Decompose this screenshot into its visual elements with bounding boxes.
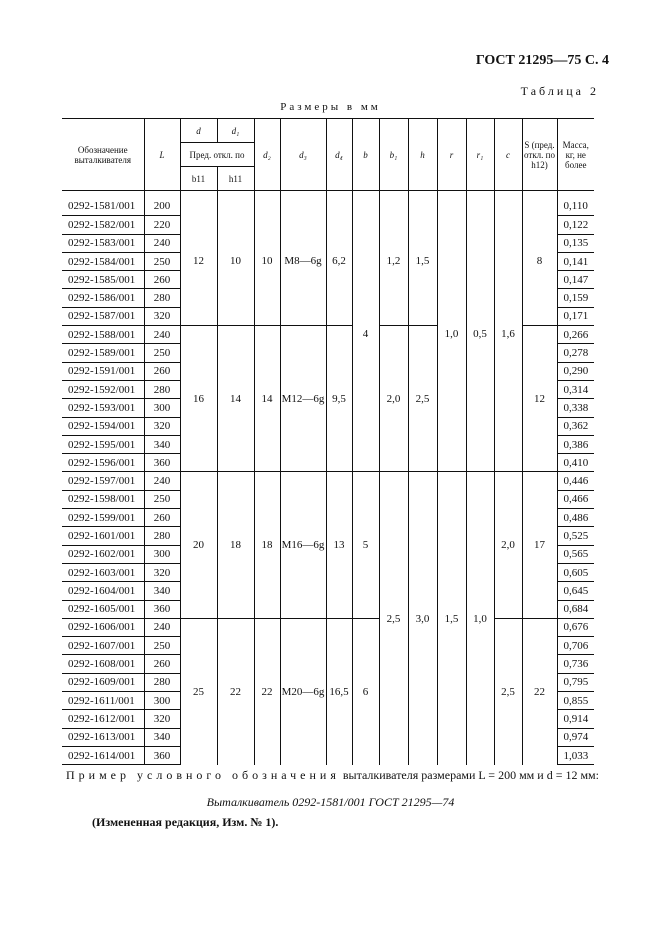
mass-cell: 0,645: [557, 582, 594, 600]
designation-cell: 0292-1611/001: [62, 692, 144, 710]
length-cell: 260: [144, 509, 180, 527]
designation-cell: 0292-1604/001: [62, 582, 144, 600]
merged-h-cell: 1,5: [408, 198, 437, 326]
length-cell: 250: [144, 637, 180, 655]
designation-cell: 0292-1601/001: [62, 527, 144, 545]
table-row: [62, 618, 594, 636]
designation-cell: 0292-1593/001: [62, 399, 144, 417]
mass-cell: 0,706: [557, 637, 594, 655]
mass-cell: 0,338: [557, 399, 594, 417]
col-d3: d₃: [280, 119, 326, 191]
length-cell: 280: [144, 527, 180, 545]
group-d4-cell: 13: [326, 472, 352, 618]
col-d2: d₂: [254, 119, 280, 191]
dimensions-table: [62, 118, 594, 765]
merged-b-cell: 5: [352, 472, 379, 618]
length-cell: 320: [144, 710, 180, 728]
col-tol-d1: h11: [217, 167, 254, 191]
length-cell: 340: [144, 435, 180, 453]
length-cell: 300: [144, 692, 180, 710]
table-row: [62, 198, 594, 216]
length-cell: 260: [144, 271, 180, 289]
group-d3-cell: M12—6g: [280, 326, 326, 472]
merged-c-cell: 1,6: [494, 198, 522, 472]
example-designation: Выталкиватель 0292-1581/001 ГОСТ 21295—74: [206, 795, 455, 809]
mass-cell: 0,446: [557, 472, 594, 490]
mass-cell: 0,386: [557, 435, 594, 453]
length-cell: 260: [144, 655, 180, 673]
designation-cell: 0292-1592/001: [62, 380, 144, 398]
length-cell: 300: [144, 399, 180, 417]
length-cell: 250: [144, 252, 180, 270]
col-r: r: [437, 119, 466, 191]
designation-cell: 0292-1599/001: [62, 509, 144, 527]
merged-b1-cell: 1,2: [379, 198, 408, 326]
length-cell: 340: [144, 728, 180, 746]
designation-cell: 0292-1614/001: [62, 746, 144, 764]
length-cell: 250: [144, 344, 180, 362]
dims-label: Размеры в мм: [280, 101, 381, 113]
mass-cell: 0,795: [557, 673, 594, 691]
merged-b1-cell: 2,0: [379, 326, 408, 472]
col-S: S (пред. откл. по h12): [522, 119, 557, 191]
designation-cell: 0292-1591/001: [62, 362, 144, 380]
col-d: d: [180, 119, 217, 143]
length-cell: 260: [144, 362, 180, 380]
designation-cell: 0292-1603/001: [62, 563, 144, 581]
group-d4-cell: 9,5: [326, 326, 352, 472]
designation-cell: 0292-1587/001: [62, 307, 144, 325]
mass-cell: 0,855: [557, 692, 594, 710]
mass-cell: 0,466: [557, 490, 594, 508]
designation-cell: 0292-1605/001: [62, 600, 144, 618]
designation-cell: 0292-1602/001: [62, 545, 144, 563]
mass-cell: 0,135: [557, 234, 594, 252]
mass-cell: 0,565: [557, 545, 594, 563]
group-d4-cell: 6,2: [326, 198, 352, 326]
group-d3-cell: M20—6g: [280, 618, 326, 764]
mass-cell: 0,147: [557, 271, 594, 289]
example-lead: Пример условного обозначения: [66, 768, 340, 782]
col-b: b: [352, 119, 379, 191]
designation-cell: 0292-1598/001: [62, 490, 144, 508]
merged-r-cell: 1,0: [437, 198, 466, 472]
group-S-cell: 17: [522, 472, 557, 618]
mass-cell: 0,974: [557, 728, 594, 746]
group-d2-cell: 14: [254, 326, 280, 472]
designation-cell: 0292-1586/001: [62, 289, 144, 307]
designation-cell: 0292-1609/001: [62, 673, 144, 691]
mass-cell: 0,122: [557, 216, 594, 234]
length-cell: 240: [144, 472, 180, 490]
designation-cell: 0292-1585/001: [62, 271, 144, 289]
length-cell: 200: [144, 198, 180, 216]
designation-cell: 0292-1608/001: [62, 655, 144, 673]
merged-b-cell: 6: [352, 618, 379, 764]
length-cell: 280: [144, 673, 180, 691]
mass-cell: 0,314: [557, 380, 594, 398]
mass-cell: 0,736: [557, 655, 594, 673]
col-d4: d₄: [326, 119, 352, 191]
length-cell: 340: [144, 582, 180, 600]
merged-h-cell: 3,0: [408, 472, 437, 765]
group-d2-cell: 22: [254, 618, 280, 764]
group-d1-cell: 10: [217, 198, 254, 326]
mass-cell: 0,486: [557, 509, 594, 527]
col-mass: Масса, кг, не более: [557, 119, 594, 191]
example: [66, 768, 606, 783]
mass-cell: 0,525: [557, 527, 594, 545]
designation-cell: 0292-1584/001: [62, 252, 144, 270]
group-S-cell: 22: [522, 618, 557, 764]
length-cell: 220: [144, 216, 180, 234]
merged-h-cell: 2,5: [408, 326, 437, 472]
group-d1-cell: 18: [217, 472, 254, 618]
mass-cell: 0,290: [557, 362, 594, 380]
length-cell: 320: [144, 417, 180, 435]
merged-r-cell: 1,5: [437, 472, 466, 765]
designation-cell: 0292-1583/001: [62, 234, 144, 252]
designation-cell: 0292-1613/001: [62, 728, 144, 746]
col-h: h: [408, 119, 437, 191]
designation-cell: 0292-1595/001: [62, 435, 144, 453]
mass-cell: 0,410: [557, 454, 594, 472]
length-cell: 240: [144, 326, 180, 344]
length-cell: 300: [144, 545, 180, 563]
example-text: выталкивателя размерами L = 200 мм и d = 12 мм:: [342, 768, 599, 782]
designation-cell: 0292-1606/001: [62, 618, 144, 636]
length-cell: 320: [144, 563, 180, 581]
mass-cell: 0,110: [557, 198, 594, 216]
table-label: Таблица 2: [520, 84, 599, 98]
group-d4-cell: 16,5: [326, 618, 352, 764]
mass-cell: 0,278: [557, 344, 594, 362]
group-S-cell: 8: [522, 198, 557, 326]
mass-cell: 0,914: [557, 710, 594, 728]
mass-cell: 0,684: [557, 600, 594, 618]
group-d-cell: 16: [180, 326, 217, 472]
group-d1-cell: 14: [217, 326, 254, 472]
length-cell: 360: [144, 746, 180, 764]
table-row: [62, 472, 594, 490]
length-cell: 250: [144, 490, 180, 508]
group-d1-cell: 22: [217, 618, 254, 764]
group-d-cell: 25: [180, 618, 217, 764]
length-cell: 360: [144, 600, 180, 618]
merged-c-cell: 2,5: [494, 618, 522, 764]
designation-cell: 0292-1596/001: [62, 454, 144, 472]
merged-b1-cell: 2,5: [379, 472, 408, 765]
length-cell: 280: [144, 380, 180, 398]
length-cell: 320: [144, 307, 180, 325]
designation-cell: 0292-1588/001: [62, 326, 144, 344]
designation-cell: 0292-1589/001: [62, 344, 144, 362]
mass-cell: 1,033: [557, 746, 594, 764]
designation-cell: 0292-1594/001: [62, 417, 144, 435]
group-d-cell: 12: [180, 198, 217, 326]
col-L: L: [144, 119, 180, 191]
mass-cell: 0,266: [557, 326, 594, 344]
designation-cell: 0292-1612/001: [62, 710, 144, 728]
group-d2-cell: 18: [254, 472, 280, 618]
group-d2-cell: 10: [254, 198, 280, 326]
merged-c-cell: 2,0: [494, 472, 522, 618]
group-d3-cell: M16—6g: [280, 472, 326, 618]
mass-cell: 0,605: [557, 563, 594, 581]
mass-cell: 0,676: [557, 618, 594, 636]
group-S-cell: 12: [522, 326, 557, 472]
merged-r1-cell: 1,0: [466, 472, 494, 765]
designation-cell: 0292-1581/001: [62, 198, 144, 216]
merged-r1-cell: 0,5: [466, 198, 494, 472]
length-cell: 360: [144, 454, 180, 472]
designation-cell: 0292-1607/001: [62, 637, 144, 655]
col-b1: b₁: [379, 119, 408, 191]
amendment-note: (Измененная редакция, Изм. № 1).: [92, 815, 279, 829]
group-d3-cell: M8—6g: [280, 198, 326, 326]
col-tolerance: Пред. откл. по: [180, 143, 254, 167]
mass-cell: 0,159: [557, 289, 594, 307]
length-cell: 280: [144, 289, 180, 307]
col-r1: r₁: [466, 119, 494, 191]
designation-cell: 0292-1582/001: [62, 216, 144, 234]
col-c: c: [494, 119, 522, 191]
merged-b-cell: 4: [352, 198, 379, 472]
designation-cell: 0292-1597/001: [62, 472, 144, 490]
page-id: ГОСТ 21295—75 С. 4: [475, 53, 609, 68]
mass-cell: 0,141: [557, 252, 594, 270]
col-designation: Обозначение выталкивателя: [62, 119, 144, 191]
col-d1: d₁: [217, 119, 254, 143]
length-cell: 240: [144, 618, 180, 636]
mass-cell: 0,362: [557, 417, 594, 435]
mass-cell: 0,171: [557, 307, 594, 325]
col-tol-d: b11: [180, 167, 217, 191]
group-d-cell: 20: [180, 472, 217, 618]
length-cell: 240: [144, 234, 180, 252]
